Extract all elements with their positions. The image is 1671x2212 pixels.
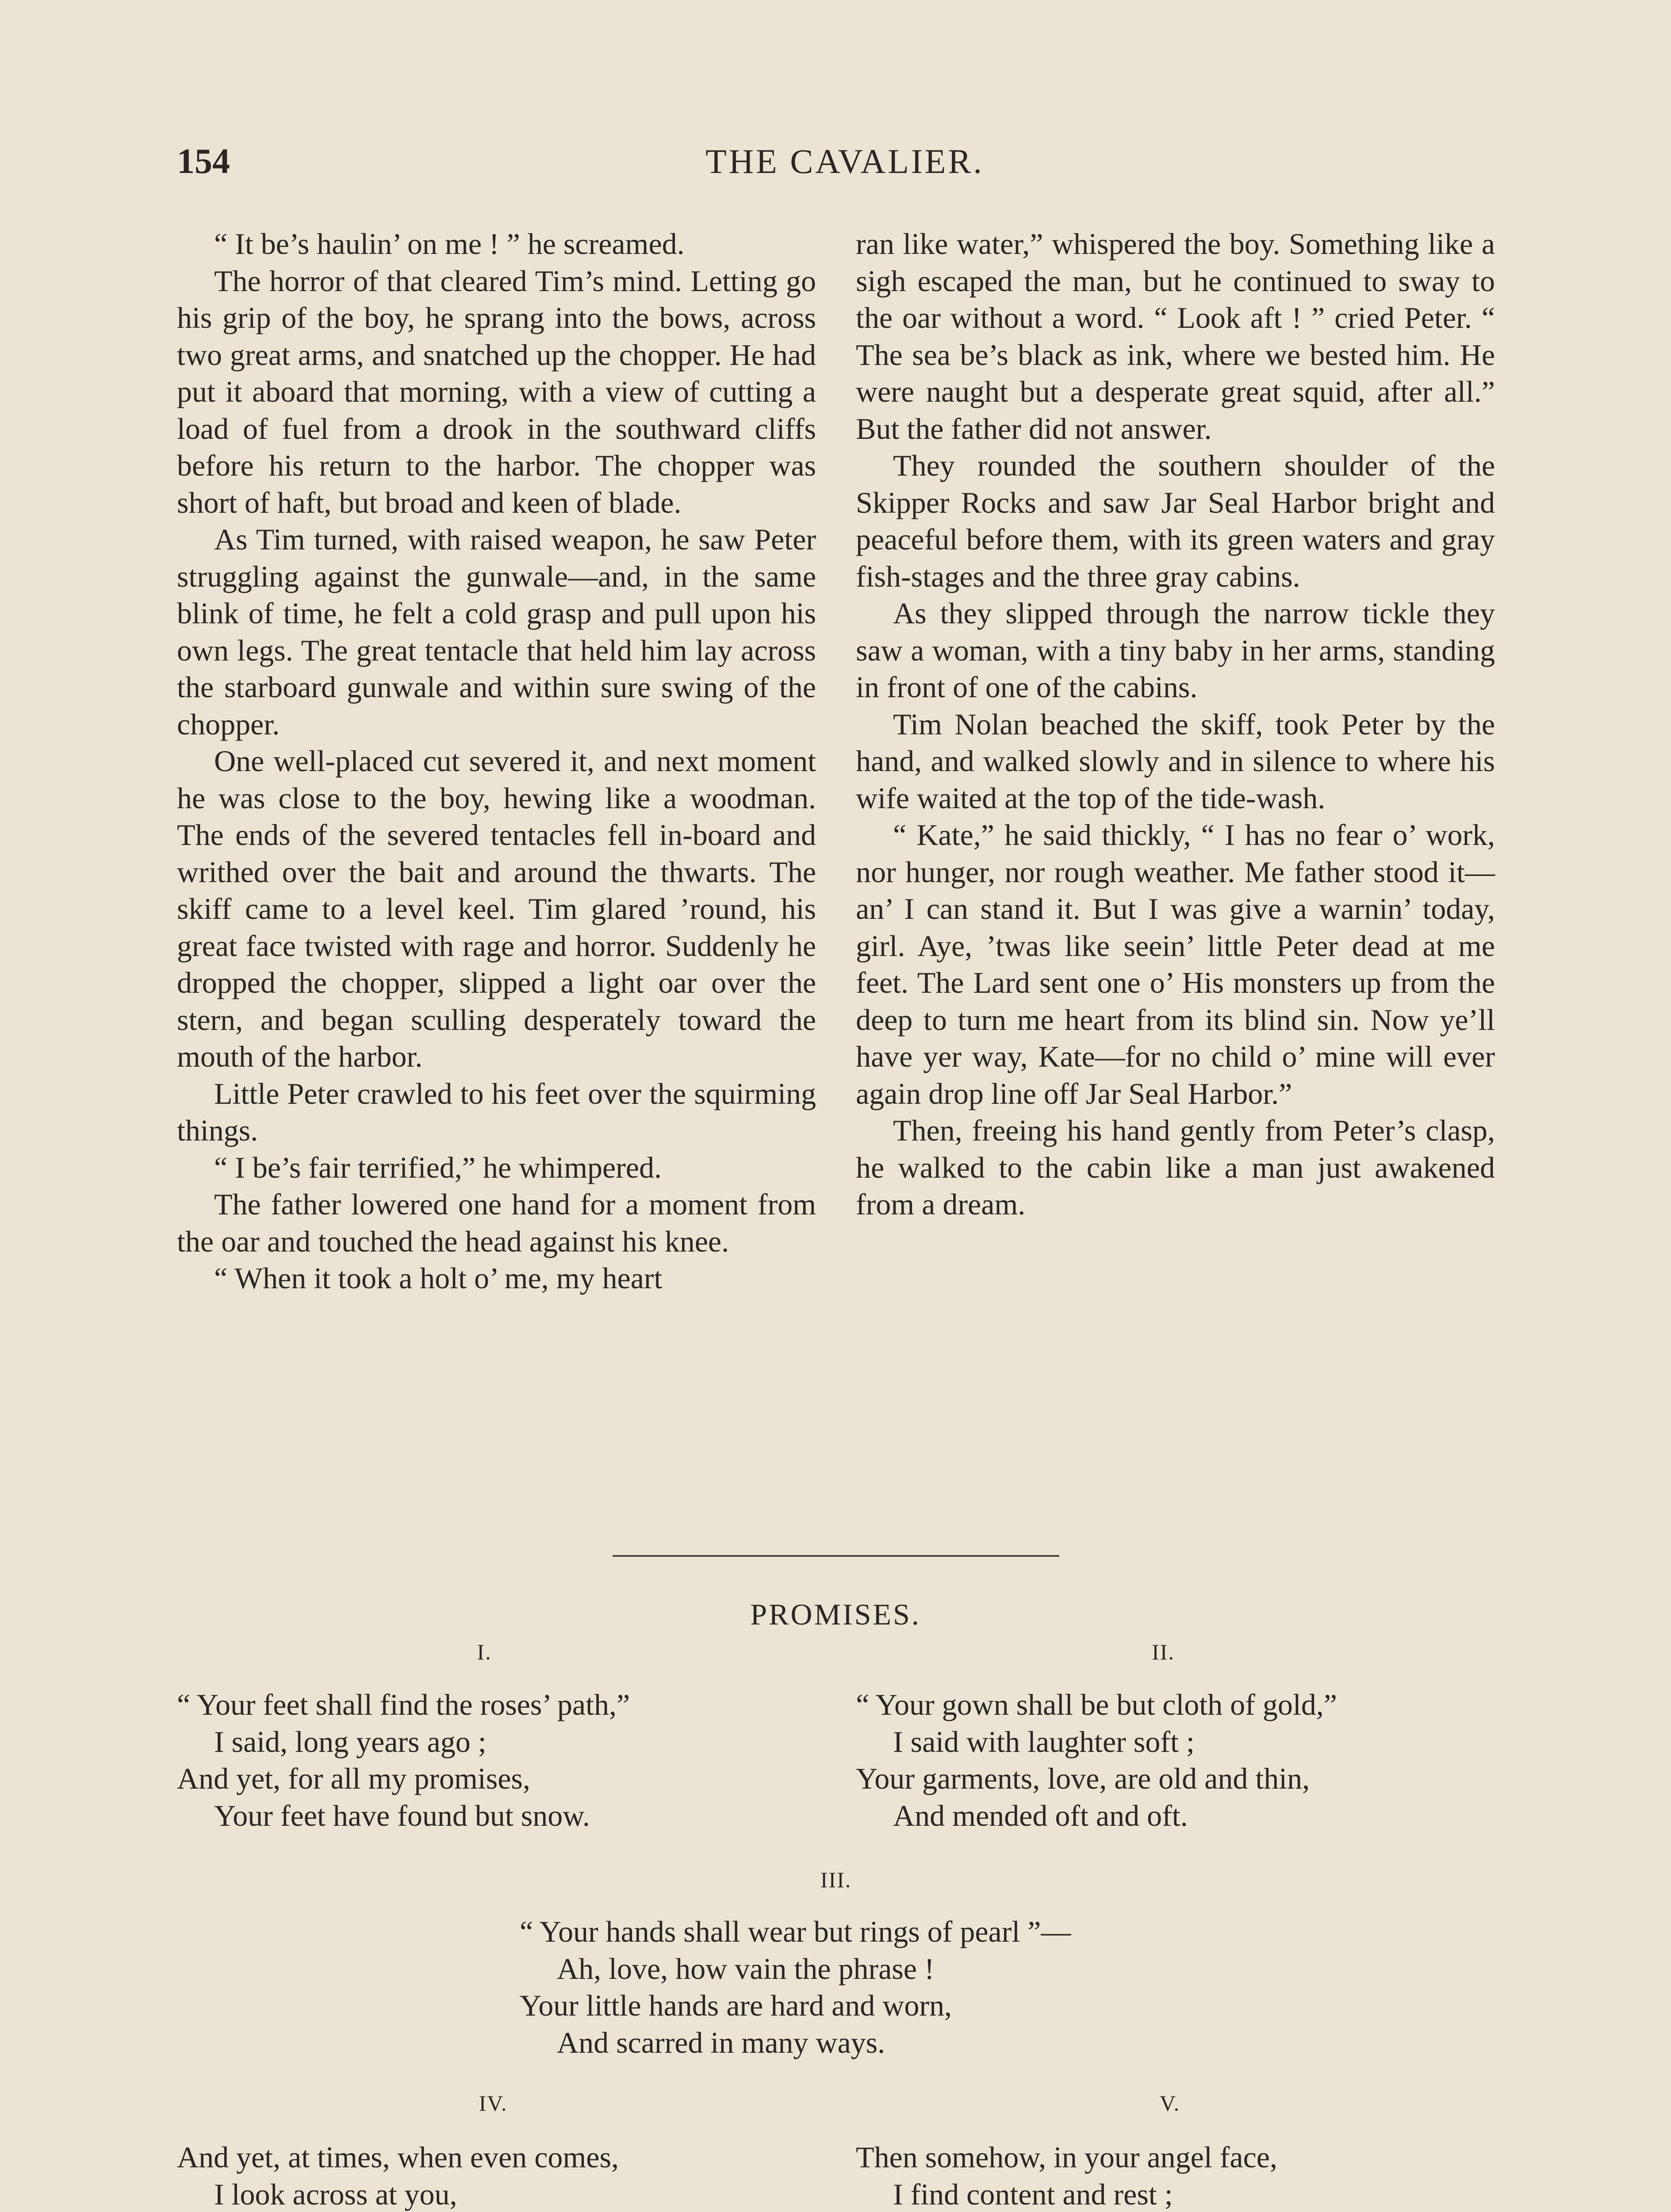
story-paragraph: ran like water,” whispered the boy. Something like a sigh escaped the man, but he continued to sway to the oar without a word. “ Look aft ! ” cried Peter. “ The sea be’s black as ink, where we bested him. He were naught but a desperate great squid, after all.” But the father did not answer. bbox=[856, 227, 1495, 445]
page-number: 154 bbox=[177, 142, 230, 181]
page-header bbox=[177, 142, 1513, 195]
poem-line: “ Your hands shall wear but rings of pearl ”— bbox=[520, 1915, 1071, 1948]
story-paragraph: “ When it took a holt o’ me, my heart bbox=[214, 1261, 663, 1295]
story-paragraph: As Tim turned, with raised weapon, he saw Peter struggling against the gunwale—and, in the same blink of time, he felt a cold grasp and pull upon his own legs. The great tentacle that held him lay across the starboard gunwale and within sure swing of the chopper. bbox=[177, 522, 816, 741]
running-title: THE CAVALIER. bbox=[705, 142, 984, 180]
poem-line: I look across at you, bbox=[214, 2177, 457, 2211]
poem-stanza bbox=[856, 2139, 1300, 2212]
poem-line: “ Your gown shall be but cloth of gold,” bbox=[856, 1688, 1337, 1721]
stanza-numeral: I. bbox=[477, 1640, 492, 1664]
story-paragraph: “ I be’s fair terrified,” he whimpered. bbox=[214, 1150, 662, 1184]
poem-stanza bbox=[520, 1913, 1071, 2061]
poem-line: And mended oft and oft. bbox=[893, 1798, 1188, 1832]
poem-line: And yet, at times, when even comes, bbox=[177, 2140, 619, 2174]
story-paragraph: One well-placed cut severed it, and next moment he was close to the boy, hewing like a woodman. The ends of the severed tentacles fell in-board and writhed over the bait and around the thwarts. The skiff came to a level keel. Tim glared ’round, his great face twisted with rage and horror. Suddenly he dropped the chopper, slipped a light oar over the stern, and began sculling desperately toward the mouth of the harbor. bbox=[177, 744, 816, 1073]
poem-line: Ah, love, how vain the phrase ! bbox=[557, 1951, 935, 1985]
stanza-numeral: II. bbox=[1152, 1640, 1175, 1664]
story-paragraph: As they slipped through the narrow tickle they saw a woman, with a tiny baby in her arms, standing in front of one of the cabins. bbox=[856, 596, 1495, 704]
poem-line: And yet, for all my promises, bbox=[177, 1762, 530, 1795]
poem-line: I said, long years ago ; bbox=[214, 1724, 487, 1759]
stanza-numeral: IV. bbox=[479, 2091, 508, 2116]
poem-line: Your feet have found but snow. bbox=[214, 1798, 590, 1832]
story-paragraph: Then, freeing his hand gently from Peter’s clasp, he walked to the cabin like a man just awakened from a dream. bbox=[856, 1114, 1495, 1221]
poem-title: PROMISES. bbox=[750, 1598, 921, 1631]
stanza-numeral: III. bbox=[820, 1867, 852, 1892]
poem-line: Your little hands are hard and worn, bbox=[520, 1989, 952, 2022]
story-paragraph: The horror of that cleared Tim’s mind. Letting go his grip of the boy, he sprang into the bows, across two great arms, and snatched up the chopper. He had put it aboard that morning, with a view of cutting a load of fuel from a drook in the southward cliffs before his return to the harbor. The chopper was short of haft, but broad and keen of blade. bbox=[177, 264, 816, 519]
story-left-column bbox=[177, 226, 816, 1297]
poem-line: I find content and rest ; bbox=[893, 2177, 1173, 2211]
story-paragraph: Little Peter crawled to his feet over the squirming things. bbox=[177, 1076, 816, 1147]
poem-line: I said with laughter soft ; bbox=[893, 1724, 1195, 1759]
poem-stanza bbox=[177, 1686, 630, 1834]
story-paragraph: The father lowered one hand for a moment from the oar and touched the head against his knee. bbox=[177, 1187, 816, 1258]
poem-line: Your garments, love, are old and thin, bbox=[856, 1762, 1310, 1795]
story-paragraph: “ Kate,” he said thickly, “ I has no fear o’ work, nor hunger, nor rough weather. Me father stood it—an’ I can stand it. But I was give a warnin’ today, girl. Aye, ’twas like seein’ little Peter dead at me feet. The Lard sent one o’ His monsters up from the deep to turn me heart from its blind sin. Now ye’ll have yer way, Kate—for no child o’ mine will ever again drop line off Jar Seal Harbor.” bbox=[856, 818, 1495, 1110]
poem-line: “ Your feet shall find the roses’ path,” bbox=[177, 1688, 630, 1721]
stanza-numeral: V. bbox=[1159, 2091, 1180, 2116]
poem-stanza bbox=[177, 2139, 619, 2212]
poem-line: And scarred in many ways. bbox=[557, 2025, 885, 2059]
poem-line: Then somehow, in your angel face, bbox=[856, 2140, 1277, 2174]
story-paragraph: “ It be’s haulin’ on me ! ” he screamed. bbox=[214, 227, 685, 261]
section-divider bbox=[613, 1555, 1059, 1557]
story-right-column bbox=[856, 226, 1495, 1223]
story-paragraph: They rounded the southern shoulder of the Skipper Rocks and saw Jar Seal Harbor bright and peaceful before them, with its green waters and gray fish-stages and the three gray cabins. bbox=[856, 449, 1495, 593]
poem-stanza bbox=[856, 1686, 1337, 1834]
story-paragraph: Tim Nolan beached the skiff, took Peter by the hand, and walked slowly and in silence to where his wife waited at the top of the tide-wash. bbox=[856, 707, 1495, 815]
